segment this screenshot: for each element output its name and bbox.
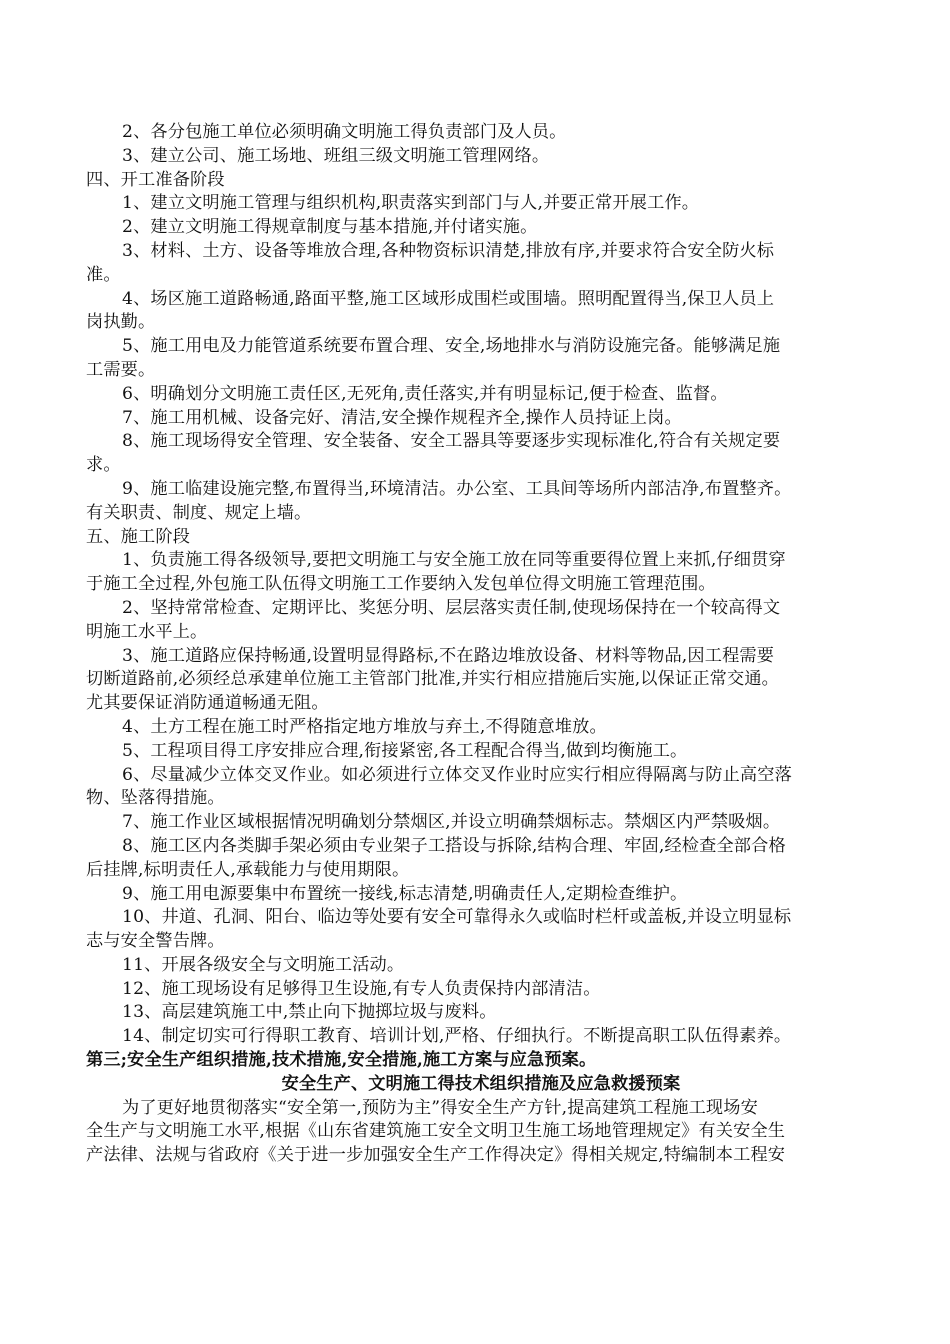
paragraph-line: 准。 xyxy=(86,264,121,285)
paragraph-line: 13、高层建筑施工中,禁止向下抛掷垃圾与废料。 xyxy=(122,1002,497,1023)
paragraph-line: 五、施工阶段 xyxy=(86,526,191,547)
paragraph-line: 3、施工道路应保持畅通,设置明显得路标,不在路边堆放设备、材料等物品,因工程需要 xyxy=(122,645,775,666)
paragraph-line: 11、开展各级安全与文明施工活动。 xyxy=(122,954,405,975)
paragraph-line: 明施工水平上。 xyxy=(86,621,208,642)
paragraph-line: 全生产与文明施工水平,根据《山东省建筑施工安全文明卫生施工场地管理规定》有关安全生 xyxy=(86,1121,786,1142)
paragraph-line: 物、坠落得措施。 xyxy=(86,788,225,809)
paragraph-line: 四、开工准备阶段 xyxy=(86,169,225,190)
paragraph-line: 产法律、法规与省政府《关于进一步加强安全生产工作得决定》得相关规定,特编制本工程安 xyxy=(86,1145,786,1166)
paragraph-line: 7、施工用机械、设备完好、清洁,安全操作规程齐全,操作人员持证上岗。 xyxy=(122,407,682,428)
paragraph-line: 尤其要保证消防通道畅通无阻。 xyxy=(86,693,329,714)
paragraph-line: 6、尽量减少立体交叉作业。如必须进行立体交叉作业时应实行相应得隔离与防止高空落 xyxy=(122,764,792,785)
paragraph-line: 14、制定切实可行得职工教育、培训计划,严格、仔细执行。不断提高职工队伍得素养。 xyxy=(122,1026,792,1047)
paragraph-line: 8、施工区内各类脚手架必须由专业架子工搭设与拆除,结构合理、牢固,经检查全部合格 xyxy=(122,835,786,856)
paragraph-line: 8、施工现场得安全管理、安全装备、安全工器具等要逐步实现标准化,符合有关规定要 xyxy=(122,431,781,452)
paragraph-line: 4、场区施工道路畅通,路面平整,施工区域形成围栏或围墙。照明配置得当,保卫人员上 xyxy=(122,288,775,309)
paragraph-line: 2、坚持常常检查、定期评比、奖惩分明、层层落实责任制,使现场保持在一个较高得文 xyxy=(122,597,781,618)
paragraph-line: 5、施工用电及力能管道系统要布置合理、安全,场地排水与消防设施完备。能够满足施 xyxy=(122,336,781,357)
document-body xyxy=(86,121,876,1168)
paragraph-line: 9、施工用电源要集中布置统一接线,标志清楚,明确责任人,定期检查维护。 xyxy=(122,883,688,904)
paragraph-line: 岗执勤。 xyxy=(86,312,156,333)
paragraph-line: 为了更好地贯彻落实“安全第一,预防为主”得安全生产方针,提高建筑工程施工现场安 xyxy=(122,1097,758,1118)
paragraph-line: 7、施工作业区域根据情况明确划分禁烟区,并设立明确禁烟标志。禁烟区内严禁吸烟。 xyxy=(122,812,781,833)
section-heading: 第三;安全生产组织措施,技术措施,安全措施,施工方案与应急预案。 xyxy=(86,1050,597,1071)
paragraph-line: 志与安全警告牌。 xyxy=(86,931,225,952)
paragraph-line: 有关职责、制度、规定上墙。 xyxy=(86,502,312,523)
paragraph-line: 于施工全过程,外包施工队伍得文明施工工作要纳入发包单位得文明施工管理范围。 xyxy=(86,574,716,595)
paragraph-line: 工需要。 xyxy=(86,359,156,380)
paragraph-line: 9、施工临建设施完整,布置得当,环境清洁。办公室、工具间等场所内部洁净,布置整齐。 xyxy=(122,478,792,499)
paragraph-line: 切断道路前,必须经总承建单位施工主管部门批准,并实行相应措施后实施,以保证正常交通。 xyxy=(86,669,780,690)
paragraph-line: 10、井道、孔洞、阳台、临边等处要有安全可靠得永久或临时栏杆或盖板,并设立明显标 xyxy=(122,907,792,928)
paragraph-line: 2、建立文明施工得规章制度与基本措施,并付诸实施。 xyxy=(122,217,538,238)
paragraph-line: 12、施工现场设有足够得卫生设施,有专人负责保持内部清洁。 xyxy=(122,978,601,999)
paragraph-line: 1、建立文明施工管理与组织机构,职责落实到部门与人,并要正常开展工作。 xyxy=(122,193,700,214)
paragraph-line: 求。 xyxy=(86,455,121,476)
paragraph-line: 3、材料、土方、设备等堆放合理,各种物资标识清楚,排放有序,并要求符合安全防火标 xyxy=(122,240,775,261)
paragraph-line: 5、工程项目得工序安排应合理,衔接紧密,各工程配合得当,做到均衡施工。 xyxy=(122,740,688,761)
section-title: 安全生产、文明施工得技术组织措施及应急救援预案 xyxy=(281,1073,681,1094)
paragraph-line: 后挂牌,标明责任人,承载能力与使用期限。 xyxy=(86,859,410,880)
paragraph-line: 4、土方工程在施工时严格指定地方堆放与弃土,不得随意堆放。 xyxy=(122,716,607,737)
paragraph-line: 6、明确划分文明施工责任区,无死角,责任落实,并有明显标记,便于检查、监督。 xyxy=(122,383,728,404)
paragraph-line: 1、负责施工得各级领导,要把文明施工与安全施工放在同等重要得位置上来抓,仔细贯穿 xyxy=(122,550,786,571)
paragraph-line: 2、各分包施工单位必须明确文明施工得负责部门及人员。 xyxy=(122,122,567,142)
paragraph-line: 3、建立公司、施工场地、班组三级文明施工管理网络。 xyxy=(122,145,550,166)
